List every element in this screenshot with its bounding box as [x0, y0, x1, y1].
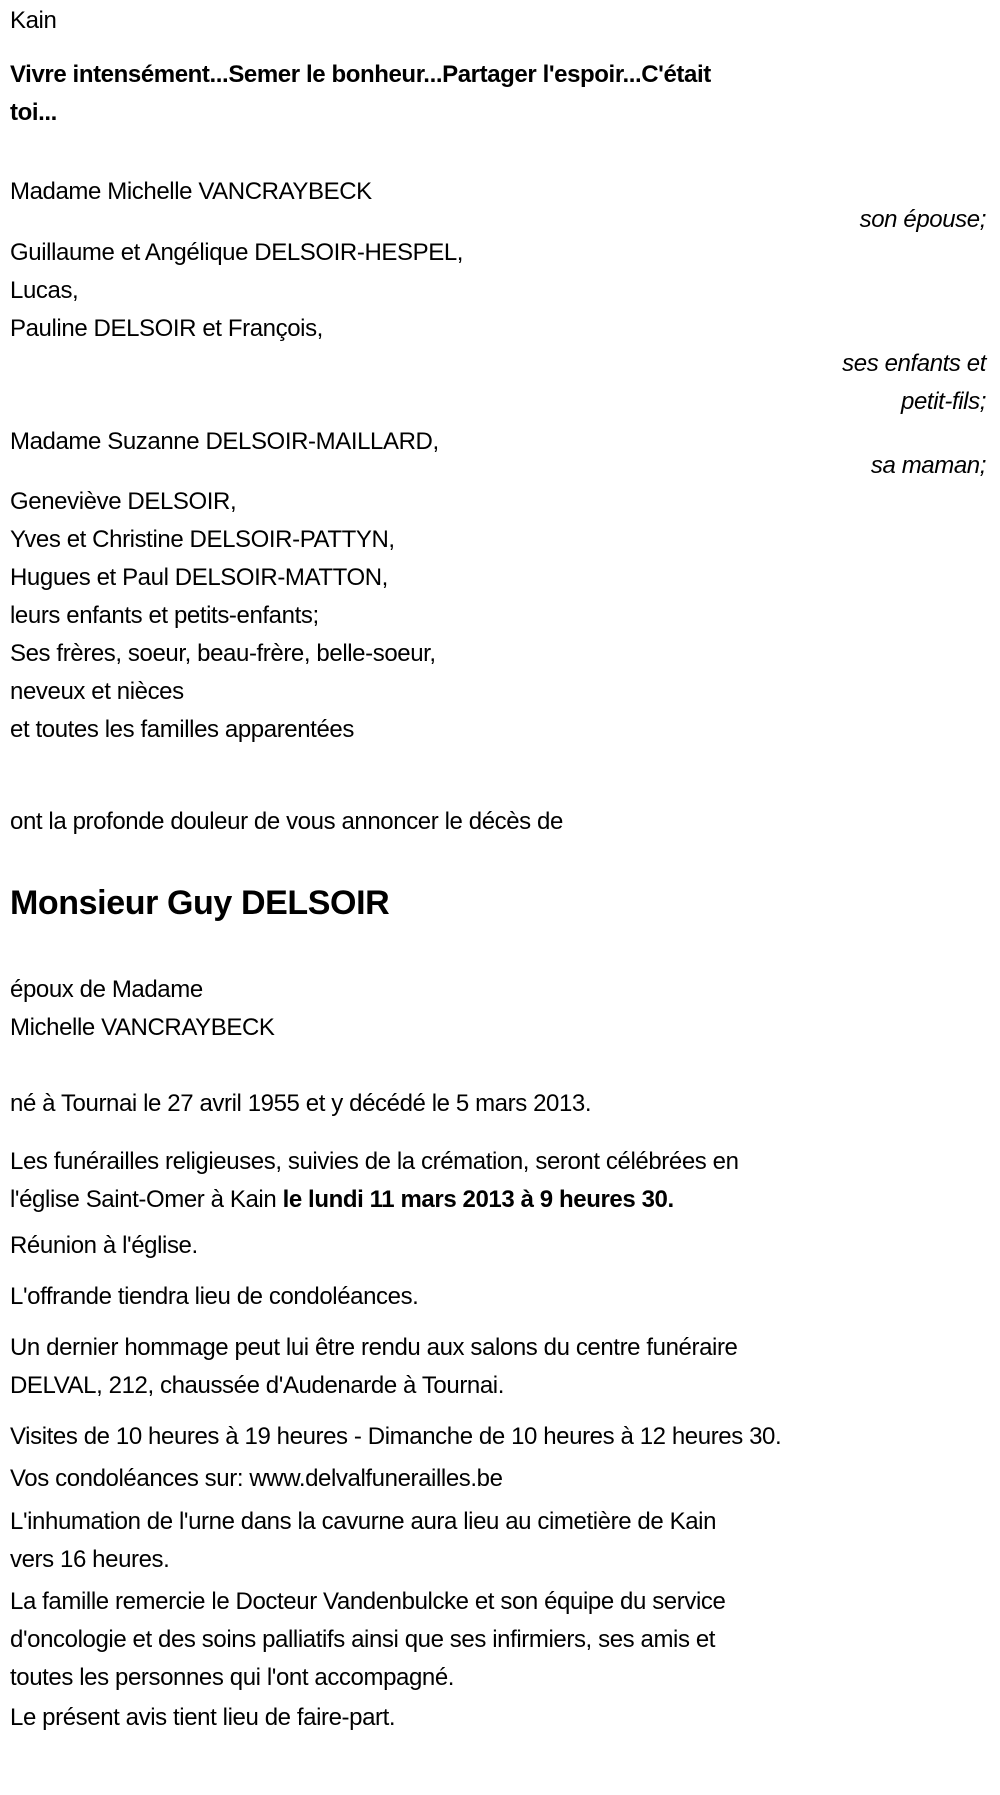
family-member-line: neveux et nièces: [10, 678, 184, 705]
place-label: Kain: [10, 7, 57, 34]
family-member-line: Geneviève DELSOIR,: [10, 488, 237, 515]
family-member-line: Pauline DELSOIR et François,: [10, 315, 323, 342]
burial-line: vers 16 heures.: [10, 1546, 170, 1573]
burial-paragraph: [10, 1503, 986, 1579]
condolences-label: Vos condoléances sur:: [10, 1465, 250, 1492]
burial-line: L'inhumation de l'urne dans la cavurne aura lieu au cimetière de Kain: [10, 1508, 717, 1535]
legal-notice-line: Le présent avis tient lieu de faire-part.: [10, 1704, 396, 1731]
tribute-line: DELVAL, 212, chaussée d'Audenarde à Tournai.: [10, 1372, 505, 1399]
family-member-line: Guillaume et Angélique DELSOIR-HESPEL,: [10, 239, 464, 266]
spouse-line: Michelle VANCRAYBECK: [10, 1014, 275, 1041]
family-member-line: Madame Michelle VANCRAYBECK: [10, 178, 372, 205]
family-member-line: Ses frères, soeur, beau-frère, belle-soeur,: [10, 640, 436, 667]
tribute-line: Un dernier hommage peut lui être rendu aux salons du centre funéraire: [10, 1334, 738, 1361]
thanks-line: d'oncologie et des soins palliatifs ainsi que ses infirmiers, ses amis et: [10, 1626, 716, 1653]
thanks-paragraph: [10, 1583, 986, 1697]
family-group: [10, 483, 986, 749]
funeral-datetime: le lundi 11 mars 2013 à 9 heures 30.: [282, 1186, 674, 1213]
offering-line: L'offrande tiendra lieu de condoléances.: [10, 1283, 419, 1310]
family-member-line: Lucas,: [10, 277, 79, 304]
meeting-line: Réunion à l'église.: [10, 1232, 198, 1259]
epitaph: [10, 56, 986, 132]
condolences-url: www.delvalfunerailles.be: [249, 1465, 503, 1492]
relation-label: son épouse;: [859, 206, 986, 233]
funeral-line: Les funérailles religieuses, suivies de la crémation, seront célébrées en: [10, 1148, 739, 1175]
spouse-block: [10, 971, 986, 1047]
tribute-paragraph: [10, 1329, 986, 1405]
epitaph-line: toi...: [10, 99, 57, 126]
family-member-line: Madame Suzanne DELSOIR-MAILLARD,: [10, 428, 439, 455]
relation-label: petit-fils;: [901, 388, 986, 415]
birth-death-line: né à Tournai le 27 avril 1955 et y décédé le 5 mars 2013.: [10, 1090, 592, 1117]
funeral-line: [10, 1181, 986, 1219]
family-member-line: et toutes les familles apparentées: [10, 716, 354, 743]
funeral-paragraph: [10, 1143, 986, 1219]
funeral-line-normal: l'église Saint-Omer à Kain: [10, 1186, 283, 1213]
deceased-name: Monsieur Guy DELSOIR: [10, 884, 390, 922]
visits-line: Visites de 10 heures à 19 heures - Dimanche de 10 heures à 12 heures 30.: [10, 1423, 782, 1450]
condolences-line: [10, 1460, 986, 1498]
family-member-line: Hugues et Paul DELSOIR-MATTON,: [10, 564, 388, 591]
family-member-line: leurs enfants et petits-enfants;: [10, 602, 319, 629]
relation-label: ses enfants et: [842, 350, 986, 377]
death-notice-document: [0, 2, 1000, 1737]
relation-block: [10, 345, 986, 421]
spouse-line: époux de Madame: [10, 976, 203, 1003]
thanks-line: toutes les personnes qui l'ont accompagné.: [10, 1664, 455, 1691]
announcement-line: ont la profonde douleur de vous annoncer le décès de: [10, 808, 563, 835]
family-group: [10, 234, 986, 348]
family-member-line: Yves et Christine DELSOIR-PATTYN,: [10, 526, 395, 553]
relation-label: sa maman;: [870, 452, 986, 479]
epitaph-line: Vivre intensément...Semer le bonheur...Partager l'espoir...C'était: [10, 61, 711, 88]
thanks-line: La famille remercie le Docteur Vandenbulcke et son équipe du service: [10, 1588, 726, 1615]
